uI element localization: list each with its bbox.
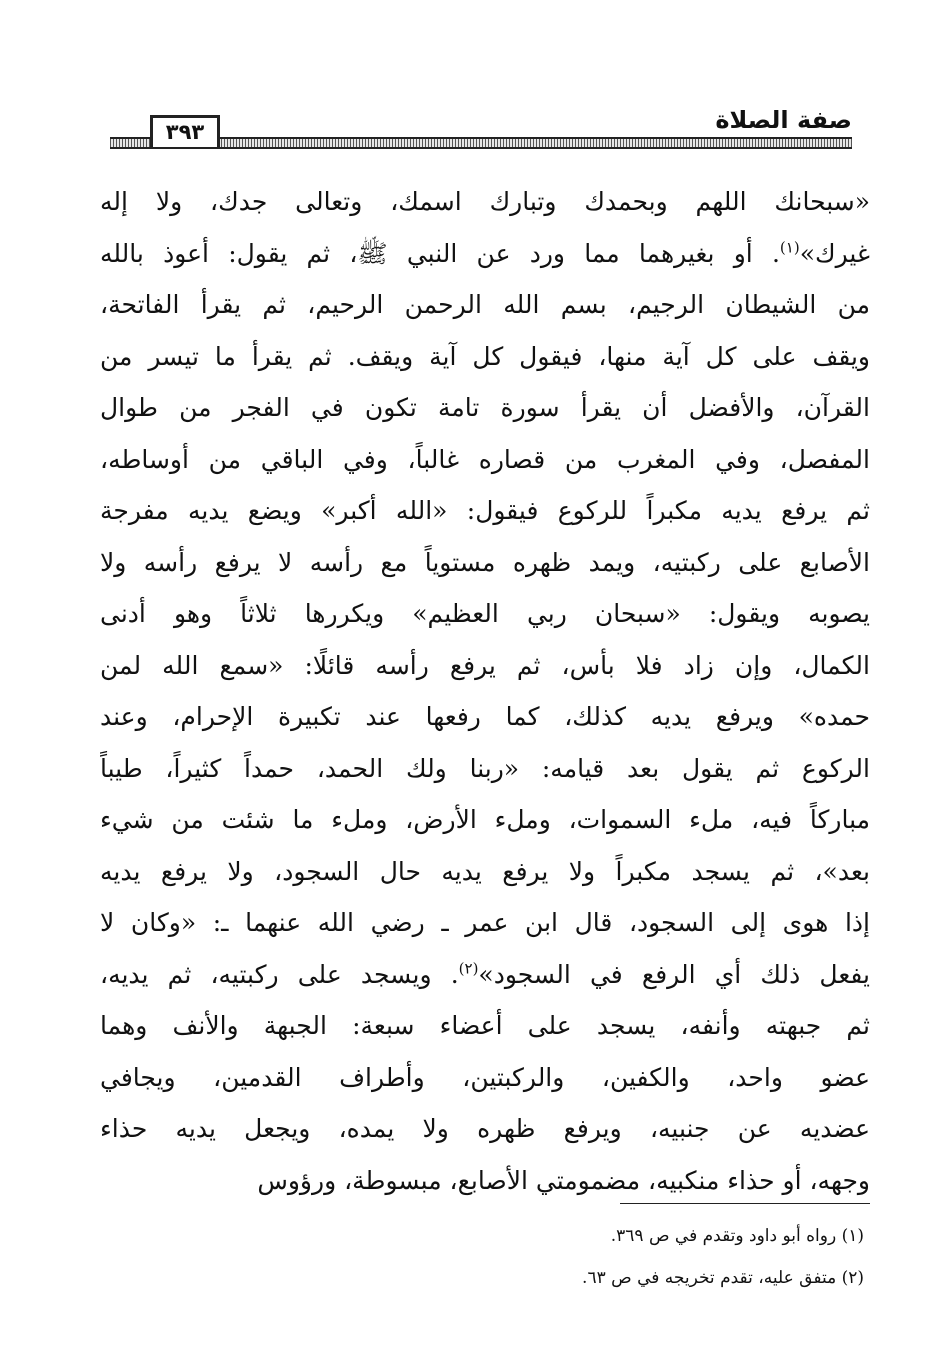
- text-line-17: ثم جبهته وأنفه، يسجد على أعضاء سبعة: الجبهة والأنف وهما: [100, 1011, 870, 1040]
- text-line-19: عضديه عن جنبيه، ويرفع ظهره ولا يمده، ويجعل يديه حذاء: [100, 1114, 870, 1143]
- text-line-2: [100, 228, 870, 280]
- footnote-1: (١) رواه أبو داود وتقدم في ص ٣٦٩.: [610, 1226, 864, 1246]
- text-line-7: ثم يرفع يديه مكبراً للركوع فيقول: «الله أكبر» ويضع يديه مفرجة: [100, 496, 870, 525]
- text-line-14: بعد»، ثم يسجد مكبراً ولا يرفع يديه حال السجود، ولا يرفع يديه: [100, 856, 870, 886]
- footnote-2: (٢) متفق عليه، تقدم تخريجه في ص ٦٣.: [582, 1268, 864, 1288]
- header-rule: [110, 137, 852, 149]
- text-line-16-start: يفعل ذلك أي الرفع في السجود»: [478, 959, 870, 989]
- running-header: [110, 105, 852, 155]
- main-text: [100, 176, 870, 1206]
- footnotes: [300, 1215, 864, 1299]
- footnote-separator: [620, 1203, 870, 1204]
- text-line-15: إذا هوى إلى السجود، قال ابن عمر ـ رضي الله عنهما ـ: «وكان لا: [100, 908, 870, 937]
- text-line-20: وجهه، أو حذاء منكبيه، مضمومتي الأصابع، مبسوطة، ورؤوس: [257, 1165, 870, 1195]
- text-line-9: يصوبه ويقول: «سبحان ربي العظيم» ويكررها ثلاثاً وهو أدنى: [100, 599, 870, 628]
- text-line-4: ويقف على كل آية منها، فيقول كل آية ويقف. ثم يقرأ ما تيسر من: [100, 341, 870, 371]
- footnote-ref-1[interactable]: (١): [779, 238, 800, 257]
- text-line-8: الأصابع على ركبتيه، ويمد ظهره مستوياً مع رأسه لا يرفع رأسه ولا: [100, 547, 870, 577]
- text-line-13: مباركاً فيه، ملء السموات، وملء الأرض، وملء ما شئت من شيء: [100, 805, 870, 834]
- text-line-12: الركوع ثم يقول بعد قيامه: «ربنا ولك الحمد، حمداً كثيراً، طيباً: [100, 753, 870, 783]
- text-line-16: [100, 949, 870, 1001]
- footnote-ref-2[interactable]: (٢): [458, 959, 479, 978]
- text-line-3: من الشيطان الرجيم، بسم الله الرحمن الرحيم، ثم يقرأ الفاتحة،: [100, 290, 870, 319]
- text-line-1: «سبحانك اللهم وبحمدك وتبارك اسمك، وتعالى جدك، ولا إله: [100, 187, 870, 216]
- text-line-10: الكمال، وإن زاد فلا بأس، ثم يرفع رأسه قائلًا: «سمع الله لمن: [100, 650, 870, 680]
- chapter-title: صفة الصلاة: [705, 105, 852, 135]
- page-number: ٣٩٣: [150, 115, 220, 147]
- text-line-6: المفصل، وفي المغرب من قصاره غالباً، وفي الباقي من أوساطه،: [100, 444, 870, 474]
- text-line-11: حمده» ويرفع يديه كذلك، كما رفعها عند تكبيرة الإحرام، وعند: [100, 702, 870, 731]
- text-line-16-end: . ويسجد على ركبتيه، ثم يديه،: [100, 959, 459, 989]
- text-line-5: القرآن، والأفضل أن يقرأ سورة تامة تكون في الفجر من طوال: [100, 393, 870, 422]
- text-line-18: عضو واحد، والكفين، والركبتين، وأطراف القدمين، ويجافي: [100, 1062, 870, 1092]
- text-line-2-start: غيرك»: [799, 238, 870, 268]
- text-line-2-end: . أو بغيرهما مما ورد عن النبي ﷺ، ثم يقول: أعوذ بالله: [100, 238, 780, 268]
